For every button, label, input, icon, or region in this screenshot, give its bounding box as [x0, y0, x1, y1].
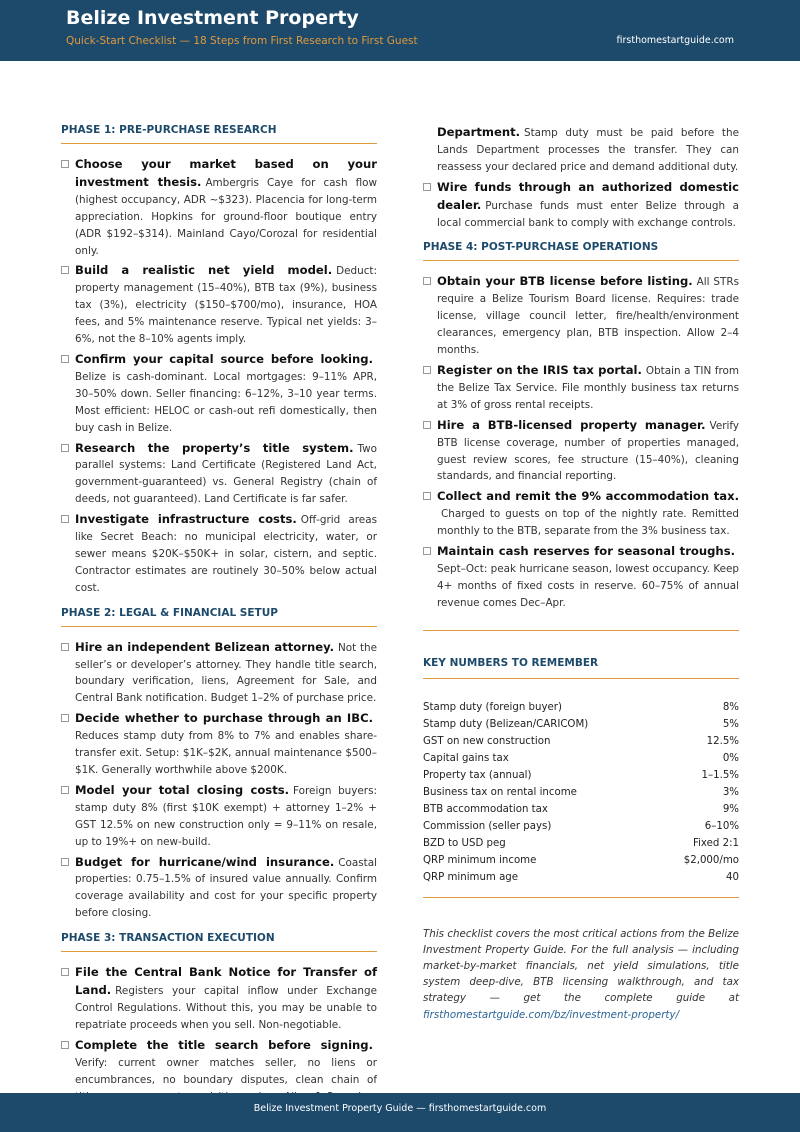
- checkbox-icon[interactable]: [61, 714, 69, 722]
- checkbox-icon[interactable]: [61, 444, 69, 452]
- checklist-item[interactable]: Research the property’s title system. Two parallel systems: Land Certificate (Registered Land Act, government-guaranteed) vs. General Registry (chain of deeds, not guaranteed). Land Certificate is far safer.: [61, 440, 377, 509]
- section-divider: [423, 897, 739, 898]
- key-number-row: Business tax on rental income 3%: [423, 786, 739, 798]
- guide-link[interactable]: firsthomestartguide.com/bz/investment-property/: [423, 1008, 680, 1021]
- right-column: [423, 124, 739, 1023]
- checklist-item[interactable]: Wire funds through an authorized domestic dealer. Purchase funds must enter Belize through a local commercial bank to comply with exchange controls.: [423, 179, 739, 232]
- checkbox-icon[interactable]: [61, 160, 69, 168]
- checklist-item[interactable]: Hire an independent Belizean attorney. Not the seller’s or developer’s attorney. They handle title search, boundary verification, liens, Agreement for Sale, and Central Bank notification. Budget 1–2% of purchase price.: [61, 639, 377, 708]
- key-number-row: Stamp duty (foreign buyer) 8%: [423, 701, 739, 713]
- checkbox-icon[interactable]: [61, 858, 69, 866]
- key-number-row: Stamp duty (Belizean/CARICOM) 5%: [423, 718, 739, 730]
- checkbox-icon[interactable]: [423, 547, 431, 555]
- phase-4-heading: PHASE 4: POST-PURCHASE OPERATIONS: [423, 241, 739, 261]
- checkbox-icon[interactable]: [61, 266, 69, 274]
- checklist-item[interactable]: Obtain your BTB license before listing. All STRs require a Belize Tourism Board license. Requires: trade license, village council letter, fire/health/environment clearances, emergency plan, BTB inspection. Allow 2–4 months.: [423, 273, 739, 359]
- checklist-item[interactable]: Register on the IRIS tax portal. Obtain a TIN from the Belize Tax Service. File monthly business tax returns at 3% of gross rental receipts.: [423, 362, 739, 414]
- phase-1-heading: PHASE 1: PRE-PURCHASE RESEARCH: [61, 124, 377, 144]
- footer-text: Belize Investment Property Guide — firsthomestartguide.com: [253, 1103, 547, 1114]
- checklist-item[interactable]: Investigate infrastructure costs. Off-grid areas like Secret Beach: no municipal electricity, water, or sewer means $20K–$50K+ in solar, cistern, and septic. Contractor estimates are routinely 30–50% below actual cost.: [61, 511, 377, 597]
- header-site-url[interactable]: firsthomestartguide.com: [616, 35, 734, 46]
- key-number-row: Property tax (annual) 1–1.5%: [423, 769, 739, 781]
- checklist-item[interactable]: File the Central Bank Notice for Transfer of Land. Registers your capital inflow under Exchange Control Regulations. Without this, you may be unable to repatriate proceeds when you sell. Non-negotiable.: [61, 964, 377, 1034]
- checklist-item-continued: Department. Stamp duty must be paid before the Lands Department processes the transfer. They can reassess your declared price and demand additional duty.: [437, 125, 739, 173]
- checkbox-icon[interactable]: [423, 183, 431, 191]
- phase-3-heading: PHASE 3: TRANSACTION EXECUTION: [61, 932, 377, 952]
- checkbox-icon[interactable]: [61, 786, 69, 794]
- key-numbers-heading: KEY NUMBERS TO REMEMBER: [423, 657, 739, 679]
- checkbox-icon[interactable]: [61, 968, 69, 976]
- checklist-item[interactable]: Build a realistic net yield model. Deduct: property management (15–40%), BTB tax (9%), business tax (3%), electricity ($150–$700/mo), insurance, HOA fees, and 5% maintenance reserve. Typical net yields: 3–6%, not the 8–10% agents imply.: [61, 262, 377, 348]
- checkbox-icon[interactable]: [423, 277, 431, 285]
- checkbox-icon[interactable]: [61, 515, 69, 523]
- page-footer: [0, 1093, 800, 1132]
- checklist-item[interactable]: Collect and remit the 9% accommodation tax.Charged to guests on top of the nightly rate. Remitted monthly to the BTB, separate from the 3% business tax.: [423, 488, 739, 540]
- checklist-item[interactable]: Decide whether to purchase through an IBC.Reduces stamp duty from 8% to 7% and enables share-transfer exit. Setup: $1K–$2K, annual maintenance $500–$1K. Generally worthwhile above $200K.: [61, 710, 377, 779]
- checkbox-icon[interactable]: [423, 421, 431, 429]
- key-number-row: BTB accommodation tax 9%: [423, 803, 739, 815]
- checkbox-icon[interactable]: [61, 355, 69, 363]
- key-number-row: GST on new construction 12.5%: [423, 735, 739, 747]
- checkbox-icon[interactable]: [61, 1041, 69, 1049]
- section-divider: [423, 630, 739, 631]
- checkbox-icon[interactable]: [423, 366, 431, 374]
- key-number-row: BZD to USD peg Fixed 2:1: [423, 837, 739, 849]
- key-number-row: QRP minimum income $2,000/mo: [423, 854, 739, 866]
- checklist-item[interactable]: Choose your market based on your investment thesis. Ambergris Caye for cash flow (highest occupancy, ADR ~$323). Placencia for long-term appreciation. Hopkins for ground-floor boutique entry (ADR $192–$314). Mainland Cayo/Corozal for residential only.: [61, 156, 377, 259]
- closing-note: This checklist covers the most critical actions from the Belize Investment Property Guide. For the full analysis — including market-by-market financials, net yield simulations, title system deep-dive, BTB licensing walkthrough, and tax strategy — get the complete guide at firsthomestartguide.com/bz/investment-property/: [423, 927, 739, 1021]
- checklist-item[interactable]: Model your total closing costs. Foreign buyers: stamp duty 8% (first $10K exempt) + attorney 1–2% + GST 12.5% on new construction only = 9–11% on resale, up to 19%+ on new-build.: [61, 782, 377, 851]
- checklist-item[interactable]: Budget for hurricane/wind insurance. Coastal properties: 0.75–1.5% of insured value annually. Confirm coverage availability and cost for your specific property before closing.: [61, 854, 377, 923]
- checkbox-icon[interactable]: [423, 492, 431, 500]
- document-subtitle: Quick-Start Checklist — 18 Steps from First Research to First Guest: [66, 35, 418, 47]
- left-column: [61, 124, 377, 1129]
- key-number-row: Capital gains tax 0%: [423, 752, 739, 764]
- checklist-item[interactable]: Complete the title search before signing.Verify: current owner matches seller, no liens or encumbrances, no boundary disputes, clean chain of: [61, 1037, 377, 1106]
- key-number-row: Commission (seller pays) 6–10%: [423, 820, 739, 832]
- key-number-row: QRP minimum age 40: [423, 871, 739, 883]
- checklist-item[interactable]: Confirm your capital source before looking.Belize is cash-dominant. Local mortgages: 9–11% APR, 30–50% down. Seller financing: 6–12%, 3–10 year terms. Most efficient: HELOC or cash-out refi domestically, then buy cash in Belize.: [61, 351, 377, 437]
- page-header: [0, 0, 800, 61]
- key-numbers-table: [423, 699, 739, 886]
- checklist-item[interactable]: Hire a BTB-licensed property manager. Verify BTB license coverage, number of properties managed, guest review scores, fee structure (15–40%), cleaning standards, and financial reporting.: [423, 417, 739, 486]
- checkbox-icon[interactable]: [61, 643, 69, 651]
- phase-2-heading: PHASE 2: LEGAL & FINANCIAL SETUP: [61, 607, 377, 627]
- checklist-item[interactable]: Maintain cash reserves for seasonal troughs.Sept–Oct: peak hurricane season, lowest occupancy. Keep 4+ months of fixed costs in reserve. 60–75% of annual revenue comes Dec–Apr.: [423, 543, 739, 612]
- document-title: Belize Investment Property: [66, 7, 359, 29]
